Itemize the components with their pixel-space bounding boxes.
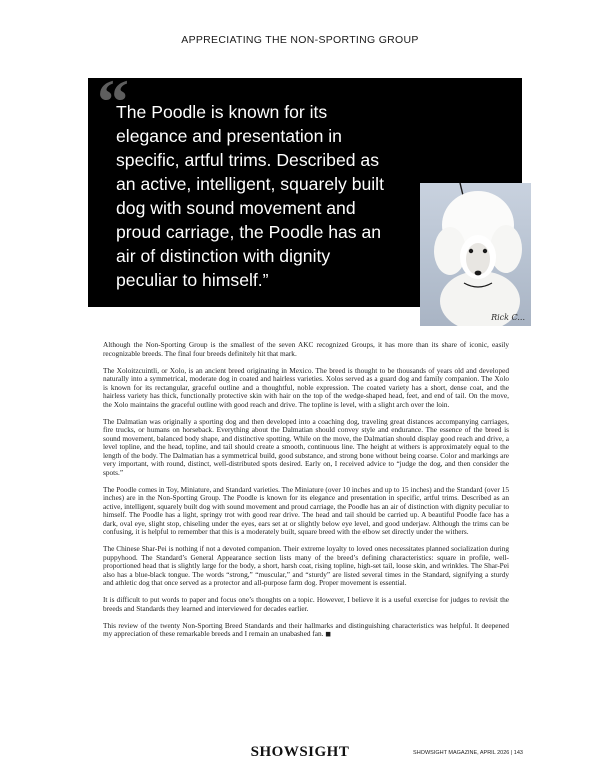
pull-quote-text: The Poodle is known for its elegance and presentation in specific, artful trims. Described as an active, intelligent, squarely built dog with sound movement and proud carriage, the Poodle has an air of distinction with dignity peculiar to himself.” bbox=[116, 102, 384, 290]
issue-folio: SHOWSIGHT MAGAZINE, APRIL 2026 | 143 bbox=[413, 750, 523, 756]
quote-mark-icon: “ bbox=[97, 66, 129, 137]
closing-paragraph-text: This review of the twenty Non-Sporting Breed Standards and their hallmarks and distinguishing characteristics was helpful. It deepened my appreciation of these remarkable breeds and I remain an unabashed fan. bbox=[103, 620, 509, 638]
article-body bbox=[103, 341, 509, 647]
article-paragraph: The Xoloitzcuintli, or Xolo, is an ancient breed originating in Mexico. The breed is thought to be thousands of years old and developed naturally into a symmetrical, moderate dog in coated and hairless varieties. Xolos served as a guard dog and family companion. The Xolo is known for its rectangular, graceful outline and a thoughtful, noble expression. The coated variety has a short, dense coat, and the hairless variety has thick, functionally protective skin with hair on the top of the wedge-shaped head, feet, and end of tail. On the move, the Xolo maintains the graceful outline with good reach and drive. The topline is level, with a slight arch over the loin. bbox=[103, 365, 509, 409]
article-paragraph: Although the Non-Sporting Group is the smallest of the seven AKC recognized Groups, it has more than its share of iconic, easily recognizable breeds. The final four breeds definitely hit that mark. bbox=[103, 340, 509, 358]
article-paragraph-last bbox=[103, 622, 509, 639]
section-header: APPRECIATING THE NON-SPORTING GROUP bbox=[181, 34, 419, 46]
article-paragraph: The Chinese Shar-Pei is nothing if not a devoted companion. Their extreme loyalty to loved ones necessitates planned socialization during puppyhood. The Standard’s General Appearance section lists many of the breed’s defining characteristics: square in profile, well-proportioned head that is slightly large for the body, a short, harsh coat, rising topline, high-set tail, loose skin, and wrinkles. The Shar-Pei also has a blue-black tongue. The words “strong,” “muscular,” and “sturdy” are listed several times in the Standard, signifying a sturdy and athletic dog that once served as a protector and all-purpose farm dog. Proper movement is essential. bbox=[103, 544, 509, 587]
article-paragraph: The Poodle comes in Toy, Miniature, and Standard varieties. The Miniature (over 10 inches and up to 15 inches) and the Standard (over 15 inches) are in the Non-Sporting Group. The Poodle is known for its elegance and presentation in specific, artful trims. Described as an active, intelligent, squarely built dog with sound movement and proud carriage, the Poodle has an air of distinction with dignity peculiar to himself. The Poodle has a light, springy trot with good rear drive. The head and tail should be carried up. A beautiful Poodle face has a dark, oval eye, slight stop, chiseling under the eyes, ears set at or slightly below eye level, and good underjaw. Although the trims can be confusing, it is helpful to remember that this is a moderately built, square breed with the elbow set directly under the withers. bbox=[103, 484, 509, 536]
poodle-illustration bbox=[420, 183, 531, 326]
article-paragraph: It is difficult to put words to paper and focus one’s thoughts on a topic. However, I believe it is a useful exercise for judges to revisit the breeds and Standards they learned and interviewed for decades earlier. bbox=[103, 595, 509, 613]
article-paragraph: The Dalmatian was originally a sporting dog and then developed into a coaching dog, traveling great distances accompanying carriages, fire trucks, or humans on horseback. Everything about the Dalmatian should convey style and endurance. The essence of the breed is sound movement, balanced body shape, and distinctive spotting. While on the move, the Dalmatian should display good reach and drive, a level topline, and the head, topline, and tail should create a smooth, continuous line. The height at withers is approximately equal to the length of the body. The Dalmatian has a symmetrical build, good substance, and strong bone without being coarse. Color and markings are very important, with round, distinct, well-distributed spots desired. Early on, I received advice to “judge the dog, and then consider the spots.” bbox=[103, 416, 509, 477]
showsight-end-icon: ◼ bbox=[325, 630, 332, 638]
photographer-signature: Rick C... bbox=[491, 313, 525, 322]
poodle-photo bbox=[420, 183, 531, 326]
magazine-logo: SHOWSIGHT bbox=[250, 744, 350, 760]
